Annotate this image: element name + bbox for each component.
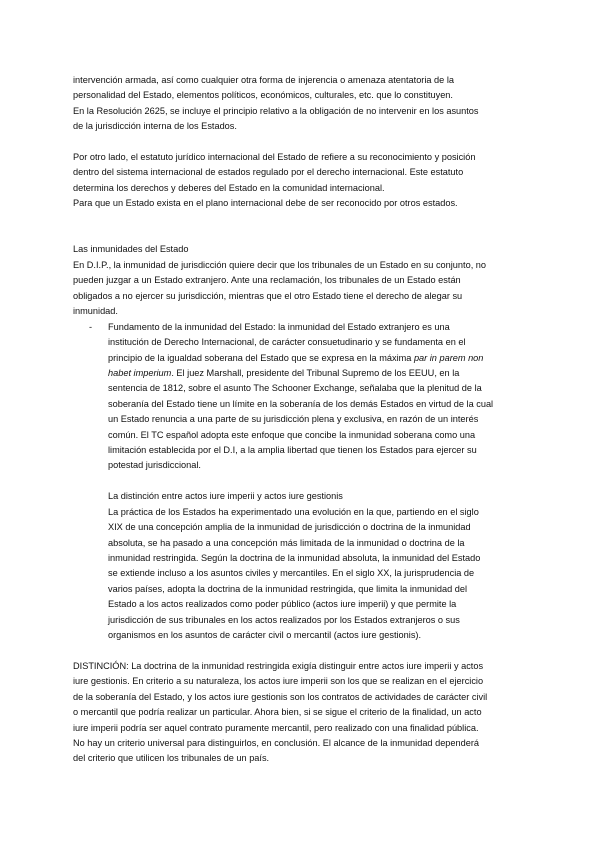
bullet-dash: - [89,322,93,332]
paragraph-5-line: iure imperii podría ser aquel contrato puramente mercantil, pero realizado con una finalidad pública. [73,723,479,733]
paragraph-1-line: En la Resolución 2625, se incluye el principio relativo a la obligación de no intervenir en los asuntos [73,106,479,116]
paragraph-4-line: jurisdicción de sus tribunales en los actos realizados por los Estados extranjeros o sus [108,615,460,625]
paragraph-4-line: La práctica de los Estados ha experimentado una evolución en la que, partiendo en el siglo [108,507,479,517]
bullet-line: común. El TC español adopta este enfoque que concibe la inmunidad soberana como una [108,430,476,440]
bullet-line: Fundamento de la inmunidad del Estado: la inmunidad del Estado extranjero es una [108,322,450,332]
bullet-line: sentencia de 1812, sobre el asunto The Schooner Exchange, señalaba que la plenitud de la [108,383,482,393]
paragraph-2-line: Por otro lado, el estatuto jurídico internacional del Estado de refiere a su reconocimiento y posición [73,152,476,162]
bullet-line: limitación establecida por el D.I, a la amplia libertad que tienen los Estados para ejercer su [108,445,477,455]
paragraph-5-line: del criterio que utilicen los tribunales de un país. [73,753,270,763]
section-title: Las inmunidades del Estado [73,244,189,254]
paragraph-5-line: DISTINCIÓN: La doctrina de la inmunidad restringida exigía distinguir entre actos iure imperii y actos [73,661,484,671]
paragraph-4-line: se extiende incluso a los asuntos civiles y mercantiles. En el siglo XX, la jurisprudencia de [108,568,475,578]
paragraph-4-line: absoluta, se ha pasado a una concepción más limitada de la inmunidad o doctrina de la [108,538,465,548]
bullet-line: soberanía del Estado tiene un límite en la soberanía de los demás Estados en virtud de la cual [108,399,494,409]
paragraph-4-line: XIX de una concepción amplia de la inmunidad de jurisdicción o doctrina de la inmunidad [108,522,471,532]
bullet-text: principio de la igualdad soberana del Estado que se expresa en la máxima [108,353,414,363]
paragraph-2-line: Para que un Estado exista en el plano internacional debe de ser reconocido por otros estados. [73,198,458,208]
bullet-text: . El juez Marshall, presidente del Tribunal Supremo de los EEUU, en la [171,368,460,378]
paragraph-3-line: inmunidad. [73,306,118,316]
paragraph-1-line: intervención armada, así como cualquier otra forma de injerencia o amenaza atentatoria de la [73,75,454,85]
paragraph-1-line: personalidad del Estado, elementos políticos, económicos, culturales, etc. que lo constituyen. [73,90,453,100]
paragraph-5-line: No hay un criterio universal para distinguirlos, en conclusión. El alcance de la inmunidad dependerá [73,738,480,748]
paragraph-5-line: de la soberanía del Estado, y los actos iure gestionis son los contratos de actividades de carácter civil [73,692,488,702]
paragraph-2-line: determina los derechos y deberes del Estado en la comunidad internacional. [73,183,385,193]
paragraph-3-line: obligados a no ejercer su jurisdicción, mientras que el otro Estado tiene el derecho de alegar su [73,291,463,301]
bullet-line: un Estado renuncia a una parte de su jurisdicción plena y exclusiva, en razón de un interés [108,414,479,424]
paragraph-1-line: de la jurisdicción interna de los Estados. [73,121,237,131]
paragraph-4-line: varios países, adopta la doctrina de la inmunidad restringida, que limita la inmunidad del [108,584,468,594]
paragraph-4-line: organismos en los asuntos de carácter civil o mercantil (actos iure gestionis). [108,630,422,640]
bullet-line [108,366,459,381]
bullet-line: potestad jurisdiccional. [108,460,201,470]
paragraph-3-line: En D.I.P., la inmunidad de jurisdicción quiere decir que los tribunales de un Estado en su conjunto, no [73,260,487,270]
paragraph-3-line: pueden juzgar a un Estado extranjero. Ante una reclamación, los tribunales de un Estado están [73,275,461,285]
latin-maxim-text: habet imperium [108,368,172,378]
paragraph-4-line: Estado a los actos realizados como poder público (actos iure imperii) y que permite la [108,599,457,609]
bullet-line: institución de Derecho Internacional, de carácter consuetudinario y se fundamenta en el [108,337,466,347]
paragraph-5-line: iure gestionis. En criterio a su naturaleza, los actos iure imperii son los que se realizan en el ejercicio [73,676,484,686]
latin-maxim-text: par in parem non [413,353,484,363]
paragraph-2-line: dentro del sistema internacional de estados regulado por el derecho internacional. Este estatuto [73,167,464,177]
paragraph-5-line: o mercantil que podría realizar un particular. Ahora bien, si se sigue el criterio de la finalidad, un acto [73,707,482,717]
bullet-line [108,351,483,366]
subsection-title: La distinción entre actos iure imperii y actos iure gestionis [108,491,343,501]
paragraph-4-line: inmunidad restringida. Según la doctrina de la inmunidad absoluta, la inmunidad del Estado [108,553,481,563]
